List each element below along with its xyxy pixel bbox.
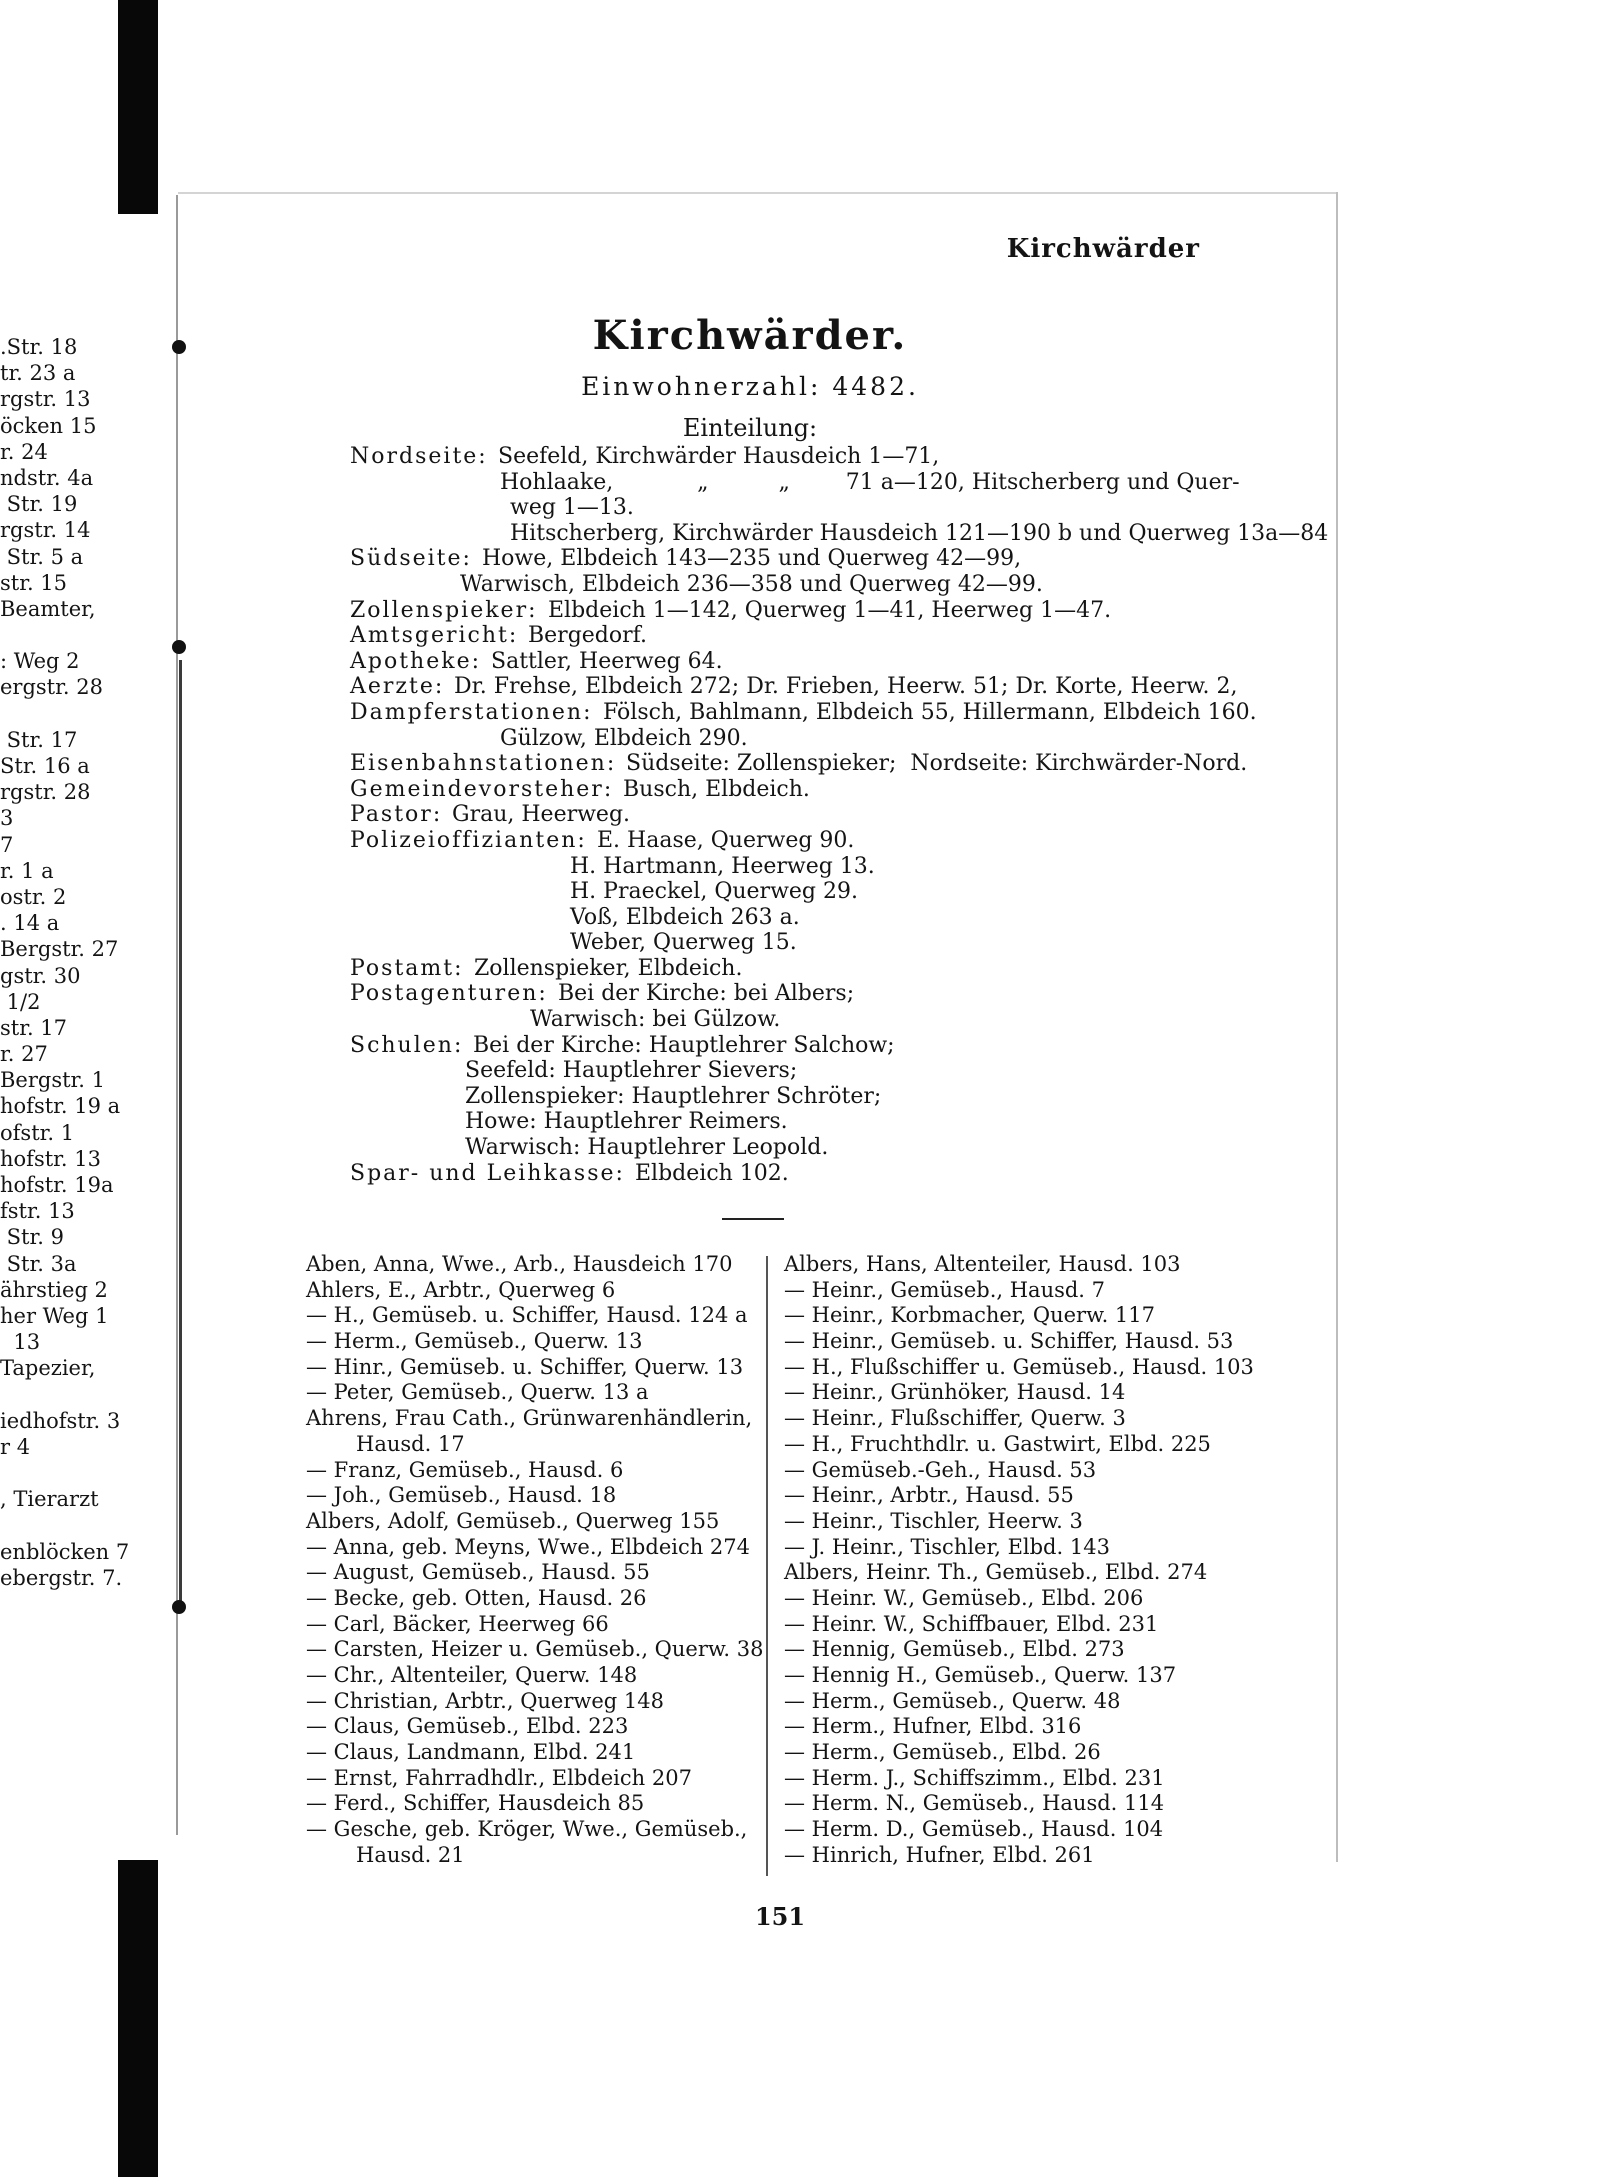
left-page-fragment: ergstr. 28: [0, 675, 103, 700]
left-page-fragment: Str. 3a: [0, 1251, 77, 1276]
directory-entry: Ahlers, E., Arbtr., Querweg 6: [306, 1277, 616, 1302]
left-page-fragment: rgstr. 13: [0, 387, 91, 412]
info-value: Seefeld: Hauptlehrer Sievers;: [465, 1058, 798, 1084]
left-page-fragment: .Str. 18: [0, 335, 78, 359]
info-label: Amtsgericht:: [350, 623, 519, 649]
page-edge-top: [178, 192, 1338, 194]
directory-entry: — Hennig, Gemüseb., Elbd. 273: [784, 1637, 1125, 1662]
info-line: [350, 699, 1257, 726]
directory-entry: — Herm., Gemüseb., Querw. 48: [784, 1688, 1121, 1713]
directory-entry: — Hinr., Gemüseb. u. Schiffer, Querw. 13: [306, 1354, 744, 1379]
info-label: Nordseite:: [350, 444, 488, 469]
left-page-fragment: Str. 19: [0, 492, 78, 517]
info-value: Zollenspieker: Hauptlehrer Schröter;: [465, 1083, 882, 1109]
directory-entry: — Joh., Gemüseb., Hausd. 18: [306, 1483, 617, 1508]
info-value: Howe: Hauptlehrer Reimers.: [465, 1109, 788, 1135]
info-value: Sattler, Heerweg 64.: [491, 648, 723, 674]
info-value: Gülzow, Elbdeich 290.: [500, 725, 748, 751]
info-value: Zollenspieker, Elbdeich.: [474, 955, 743, 981]
info-line: [350, 495, 1230, 521]
left-page-fragment: hofstr. 19a: [0, 1173, 114, 1197]
info-value: Elbdeich 102.: [635, 1160, 789, 1186]
directory-entry: — H., Flußschiffer u. Gemüseb., Hausd. 103: [784, 1354, 1254, 1379]
info-value: Weber, Querweg 15.: [570, 930, 797, 956]
left-page-fragment: [0, 622, 115, 648]
info-line: [350, 930, 1230, 956]
column-divider: [766, 1256, 768, 1876]
left-page-fragment: [0, 1382, 115, 1408]
left-page-fragment: str. 17: [0, 1015, 68, 1040]
info-value: Dr. Frehse, Elbdeich 272; Dr. Frieben, Heerw. 51; Dr. Korte, Heerw. 2,: [454, 674, 1238, 700]
info-value: Warwisch, Elbdeich 236—358 und Querweg 42—99.: [460, 571, 1043, 597]
left-page-fragment: 3: [0, 806, 14, 831]
directory-entry: — Heinr., Korbmacher, Querw. 117: [784, 1303, 1156, 1328]
directory-entry: — August, Gemüseb., Hausd. 55: [306, 1560, 650, 1585]
directory-entry: — J. Heinr., Tischler, Elbd. 143: [784, 1534, 1110, 1559]
info-label: Eisenbahnstationen:: [350, 751, 617, 777]
left-page-fragment: ndstr. 4a: [0, 465, 94, 490]
left-page-fragment: hofstr. 19 a: [0, 1094, 121, 1119]
info-value: Hohlaake, „ „ 71 a—120, Hitscherberg und Quer-: [500, 469, 1240, 495]
left-page-fragment: rgstr. 14: [0, 518, 91, 543]
left-page-fragment: tr. 23 a: [0, 361, 76, 386]
binding-line: [179, 660, 182, 1610]
section-rule: [722, 1218, 784, 1220]
info-label: Südseite:: [350, 546, 472, 572]
info-value: Südseite: Zollenspieker; Nordseite: Kirchwärder-Nord.: [626, 751, 1248, 777]
left-page-fragment: [0, 1512, 115, 1538]
directory-entry: — H., Fruchthdlr. u. Gastwirt, Elbd. 225: [784, 1431, 1211, 1456]
page-edge-right: [1336, 192, 1338, 1862]
directory-entry: — Herm., Hufner, Elbd. 316: [784, 1714, 1082, 1739]
directory-entry: — Christian, Arbtr., Querweg 148: [306, 1688, 665, 1713]
binding-hole: [172, 340, 186, 354]
directory-entry: — Gesche, geb. Kröger, Wwe., Gemüseb.,: [306, 1817, 748, 1842]
directory-entry: — Becke, geb. Otten, Hausd. 26: [306, 1585, 647, 1610]
directory-entry: Albers, Hans, Altenteiler, Hausd. 103: [784, 1252, 1181, 1276]
left-page-fragment: öcken 15: [0, 413, 97, 438]
info-line: [350, 879, 1230, 905]
left-page-fragment: r. 24: [0, 439, 48, 464]
info-line: [350, 777, 1230, 803]
directory-entry: — Heinr., Grünhöker, Hausd. 14: [784, 1380, 1126, 1405]
info-line: [350, 1033, 1230, 1059]
directory-entry: — Carl, Bäcker, Heerweg 66: [306, 1611, 609, 1636]
left-page-fragment: fstr. 13: [0, 1199, 75, 1224]
directory-entry: Ahrens, Frau Cath., Grünwarenhändlerin,: [306, 1406, 753, 1431]
info-value: Hitscherberg, Kirchwärder Hausdeich 121—190 b und Querweg 13a—84: [510, 520, 1329, 546]
directory-entry: — Heinr., Arbtr., Hausd. 55: [784, 1483, 1074, 1508]
population-line: Einwohnerzahl: 4482.: [581, 372, 919, 401]
info-line: [350, 444, 1230, 470]
book-gutter: [176, 195, 178, 1835]
directory-entry: — H., Gemüseb. u. Schiffer, Hausd. 124 a: [306, 1303, 748, 1328]
info-line: [350, 520, 1329, 547]
info-line: [350, 546, 1230, 572]
info-line: [350, 598, 1230, 624]
left-page-fragment: ofstr. 1: [0, 1120, 75, 1145]
info-line: [350, 726, 1230, 752]
info-label: Schulen:: [350, 1032, 464, 1058]
left-page-fragment: Str. 5 a: [0, 544, 84, 569]
info-value: Grau, Heerweg.: [452, 802, 631, 828]
info-line: [350, 572, 1230, 598]
info-line: [350, 802, 1230, 828]
directory-entry: — Heinr., Tischler, Heerw. 3: [784, 1508, 1083, 1533]
binder-clip-top: [118, 0, 158, 214]
directory-entry: — Heinr., Gemüseb. u. Schiffer, Hausd. 53: [784, 1329, 1234, 1354]
info-line: [350, 1161, 1230, 1187]
directory-entry: — Heinr., Flußschiffer, Querw. 3: [784, 1406, 1126, 1431]
info-line: [350, 469, 1240, 496]
info-label: Apotheke:: [350, 648, 482, 674]
directory-entry: Albers, Adolf, Gemüseb., Querweg 155: [306, 1508, 720, 1533]
left-page-fragment: r. 1 a: [0, 858, 54, 883]
info-value: Fölsch, Bahlmann, Elbdeich 55, Hillermann, Elbdeich 160.: [603, 699, 1257, 725]
info-value: Warwisch: Hauptlehrer Leopold.: [465, 1135, 829, 1161]
left-page-fragment: Str. 16 a: [0, 754, 90, 778]
info-value: Elbdeich 1—142, Querweg 1—41, Heerweg 1—47.: [548, 597, 1112, 623]
info-line: [350, 1084, 1230, 1110]
info-line: [350, 956, 1230, 982]
left-page-fragment: 13: [0, 1330, 41, 1355]
info-value: Seefeld, Kirchwärder Hausdeich 1—71,: [498, 444, 940, 469]
info-value: Voß, Elbdeich 263 a.: [570, 904, 800, 930]
directory-entry: — Claus, Landmann, Elbd. 241: [306, 1740, 636, 1765]
info-value: Bei der Kirche: bei Albers;: [558, 981, 855, 1007]
info-label: Polizeioffizianten:: [350, 827, 587, 853]
info-line: [350, 981, 1230, 1007]
left-page-fragment: hofstr. 13: [0, 1146, 101, 1171]
left-page-fragment: 7: [0, 832, 14, 857]
directory-entry: Aben, Anna, Wwe., Arb., Hausdeich 170: [306, 1252, 733, 1276]
left-page-fragment: str. 15: [0, 570, 68, 595]
directory-entry: — Herm. N., Gemüseb., Hausd. 114: [784, 1791, 1165, 1816]
left-page-fragment: Str. 9: [0, 1225, 64, 1250]
info-line: [350, 674, 1238, 700]
left-page-fragment: r 4: [0, 1434, 31, 1459]
directory-entry: — Peter, Gemüseb., Querw. 13 a: [306, 1380, 649, 1405]
directory-entry: — Herm., Gemüseb., Querw. 13: [306, 1329, 643, 1354]
directory-entry: — Ernst, Fahrradhdlr., Elbdeich 207: [306, 1765, 692, 1790]
directory-entry: — Carsten, Heizer u. Gemüseb., Querw. 38: [306, 1637, 764, 1662]
directory-entry: Albers, Heinr. Th., Gemüseb., Elbd. 274: [784, 1560, 1208, 1585]
left-page-fragment: Bergstr. 1: [0, 1068, 105, 1093]
directory-entry: — Franz, Gemüseb., Hausd. 6: [306, 1457, 624, 1482]
info-value: weg 1—13.: [510, 495, 634, 521]
info-line: [350, 854, 1230, 880]
left-page-fragment: gstr. 30: [0, 963, 81, 988]
binder-clip-bottom: [118, 1860, 158, 2177]
info-line: [350, 649, 1230, 675]
directory-column-left: [306, 1252, 764, 1869]
directory-entry: — Heinr., Gemüseb., Hausd. 7: [784, 1277, 1106, 1302]
directory-column-right: [784, 1252, 1254, 1869]
info-value: Bergedorf.: [528, 623, 648, 649]
left-page-fragment: Str. 17: [0, 727, 78, 752]
info-label: Postagenturen:: [350, 981, 548, 1007]
directory-entry: — Ferd., Schiffer, Hausdeich 85: [306, 1791, 645, 1816]
info-line: [350, 1109, 1230, 1135]
info-line: [350, 828, 1230, 854]
directory-entry: — Herm. D., Gemüseb., Hausd. 104: [784, 1817, 1164, 1842]
info-label: Dampferstationen:: [350, 699, 593, 725]
left-page-fragment: enblöcken 7: [0, 1539, 130, 1564]
directory-entry: — Heinr. W., Gemüseb., Elbd. 206: [784, 1585, 1144, 1610]
left-page-fragment: Bergstr. 27: [0, 937, 119, 962]
info-line: [350, 1007, 1230, 1033]
left-page-fragment: her Weg 1: [0, 1303, 109, 1328]
left-page-fragment: iedhofstr. 3: [0, 1408, 121, 1433]
info-label: Pastor:: [350, 802, 443, 828]
left-page-fragment: , Tierarzt: [0, 1487, 99, 1512]
info-label: Zollenspieker:: [350, 597, 538, 623]
directory-entry: — Gemüseb.-Geh., Hausd. 53: [784, 1457, 1097, 1482]
left-page-fragments: [0, 334, 130, 1591]
left-page-fragment: Beamter,: [0, 596, 96, 621]
left-page-fragment: ährstieg 2: [0, 1277, 108, 1302]
directory-entry: — Claus, Gemüseb., Elbd. 223: [306, 1714, 629, 1739]
directory-entry: — Herm., Gemüseb., Elbd. 26: [784, 1740, 1101, 1765]
directory-entry: — Heinr. W., Schiffbauer, Elbd. 231: [784, 1611, 1159, 1636]
left-page-fragment: rgstr. 28: [0, 780, 91, 805]
binding-hole: [172, 1600, 186, 1614]
page-title: Kirchwärder.: [592, 312, 908, 359]
running-head: Kirchwärder: [1006, 234, 1200, 264]
directory-entry: — Hinrich, Hufner, Elbd. 261: [784, 1842, 1095, 1867]
info-line: [350, 751, 1248, 777]
info-line: [350, 1135, 1230, 1161]
left-page-fragment: . 14 a: [0, 911, 60, 936]
info-value: Howe, Elbdeich 143—235 und Querweg 42—99,: [482, 546, 1022, 572]
directory-entry: — Anna, geb. Meyns, Wwe., Elbdeich 274: [306, 1534, 751, 1559]
info-label: Postamt:: [350, 955, 464, 981]
info-value: Busch, Elbdeich.: [623, 776, 810, 802]
binding-hole: [172, 640, 186, 654]
left-page-fragment: ostr. 2: [0, 884, 67, 909]
info-line: [350, 623, 1230, 649]
left-page-fragment: : Weg 2: [0, 649, 80, 674]
info-label: Aerzte:: [350, 674, 445, 700]
info-value: Bei der Kirche: Hauptlehrer Salchow;: [473, 1032, 895, 1058]
info-value: H. Hartmann, Heerweg 13.: [570, 853, 875, 879]
left-page-fragment: [0, 1460, 115, 1486]
directory-entry: Hausd. 21: [356, 1842, 465, 1867]
left-page-fragment: ebergstr. 7.: [0, 1565, 123, 1590]
info-value: E. Haase, Querweg 90.: [597, 827, 855, 853]
info-line: [350, 1058, 1230, 1084]
info-value: Warwisch: bei Gülzow.: [530, 1007, 781, 1033]
left-page-fragment: 1/2: [0, 989, 41, 1014]
directory-entry: Hausd. 17: [356, 1431, 465, 1456]
municipal-info-block: [350, 444, 1329, 1186]
einteilung-heading: Einteilung:: [682, 414, 818, 442]
left-page-fragment: r. 27: [0, 1042, 48, 1067]
page-number: 151: [754, 1902, 806, 1931]
directory-entry: — Herm. J., Schiffszimm., Elbd. 231: [784, 1765, 1165, 1790]
info-value: H. Praeckel, Querweg 29.: [570, 879, 858, 905]
info-label: Gemeindevorsteher:: [350, 776, 614, 802]
info-label: Spar- und Leihkasse:: [350, 1160, 625, 1186]
directory-entry: — Chr., Altenteiler, Querw. 148: [306, 1663, 638, 1687]
left-page-fragment: [0, 701, 115, 727]
left-page-fragment: Tapezier,: [0, 1356, 96, 1381]
directory-entry: — Hennig H., Gemüseb., Querw. 137: [784, 1663, 1177, 1687]
info-line: [350, 905, 1230, 931]
